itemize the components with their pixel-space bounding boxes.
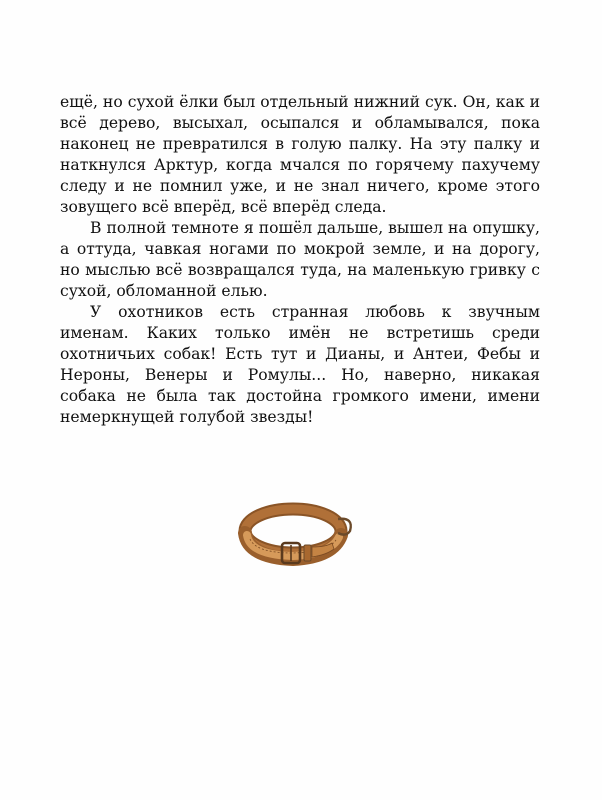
paragraph-3: У охотников есть странная любовь к звучным именам. Каких только имён не встретишь среди охотничьих собак! Есть тут и Дианы, и Антеи, Фебы и Нероны, Венеры и Ромулы... Но, наверно, никакая собака не была так достойна громкого имени, имени немеркнущей голубой звезды! bbox=[60, 303, 540, 426]
keeper-loop bbox=[304, 545, 311, 561]
paragraph-2: В полной темноте я пошёл дальше, вышел на опушку, а оттуда, чавкая ногами по мокрой земле, и на дорогу, но мыслью всё возвращался туда, на маленькую гривку с сухой, обломанной елью. bbox=[60, 219, 540, 300]
dog-collar-illustration bbox=[238, 497, 356, 575]
paragraph-1: ещё, но сухой ёлки был отдельный нижний сук. Он, как и всё дерево, высыхал, осыпался и обламывался, пока наконец не превратился в голую палку. На эту палку и наткнулся Арктур, когда мчался по горячему пахучему следу и не помнил уже, и не знал ничего, кроме этого зовущего всё вперёд, всё вперёд следа. bbox=[60, 93, 540, 216]
body-text bbox=[60, 92, 540, 428]
